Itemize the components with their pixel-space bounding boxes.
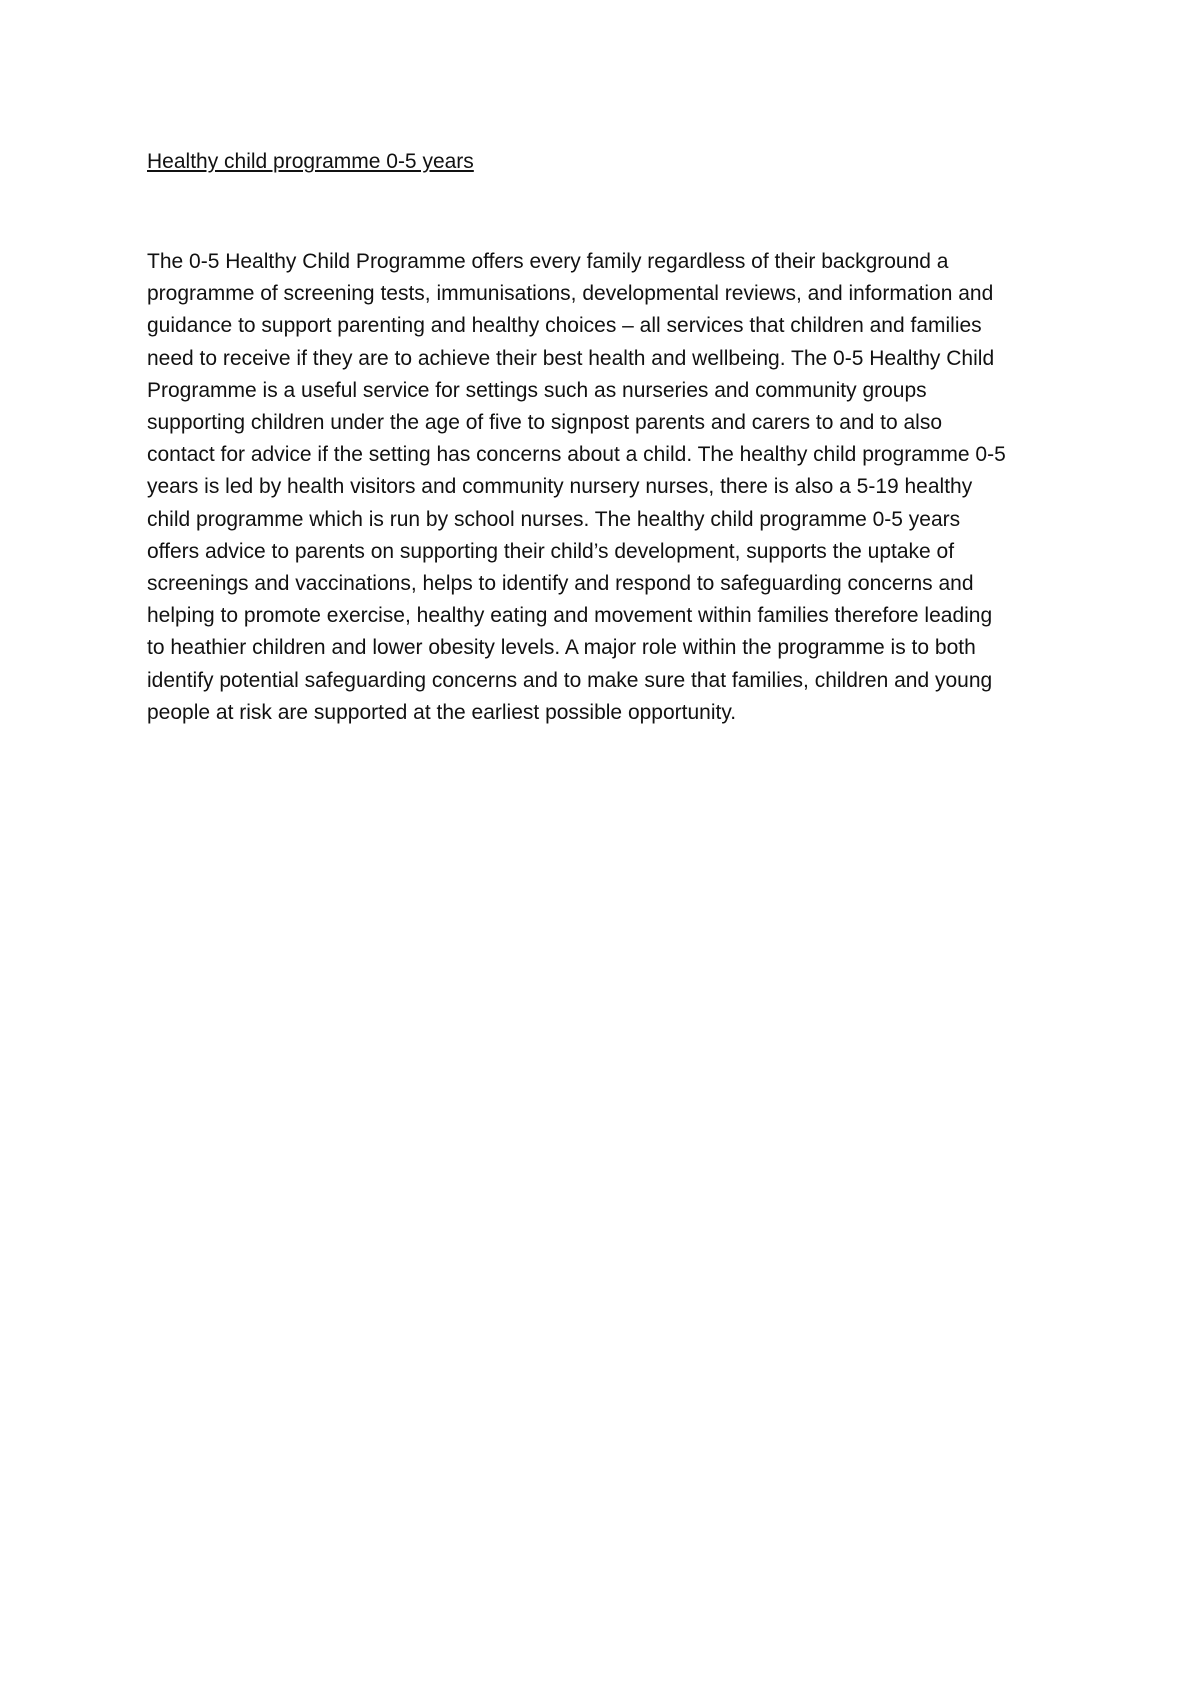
- paragraph-line: guidance to support parenting and healthy choices – all services that children and families: [147, 314, 982, 338]
- document-title: Healthy child programme 0-5 years: [147, 150, 474, 173]
- paragraph-line: people at risk are supported at the earliest possible opportunity.: [147, 700, 737, 724]
- paragraph-line: screenings and vaccinations, helps to identify and respond to safeguarding concerns and: [147, 572, 974, 596]
- paragraph-line: helping to promote exercise, healthy eating and movement within families therefore leading: [147, 604, 993, 628]
- paragraph-line: to heathier children and lower obesity levels. A major role within the programme is to both: [147, 636, 976, 660]
- paragraph-line: contact for advice if the setting has concerns about a child. The healthy child programme 0-5: [147, 443, 1006, 467]
- paragraph-line: years is led by health visitors and community nursery nurses, there is also a 5-19 healthy: [147, 475, 973, 499]
- paragraph-line: Programme is a useful service for settings such as nurseries and community groups: [147, 378, 927, 402]
- body-paragraph: [147, 246, 1065, 729]
- paragraph-line: identify potential safeguarding concerns and to make sure that families, children and young: [147, 668, 993, 692]
- paragraph-line: The 0-5 Healthy Child Programme offers every family regardless of their background a: [147, 250, 949, 273]
- paragraph-line: child programme which is run by school nurses. The healthy child programme 0-5 years: [147, 507, 961, 531]
- paragraph-line: programme of screening tests, immunisations, developmental reviews, and information and: [147, 282, 994, 306]
- paragraph-line: offers advice to parents on supporting their child’s development, supports the uptake of: [147, 539, 955, 563]
- document-content: [147, 150, 1065, 729]
- paragraph-line: supporting children under the age of five to signpost parents and carers to and to also: [147, 411, 943, 435]
- paragraph-line: need to receive if they are to achieve their best health and wellbeing. The 0-5 Healthy Child: [147, 346, 995, 370]
